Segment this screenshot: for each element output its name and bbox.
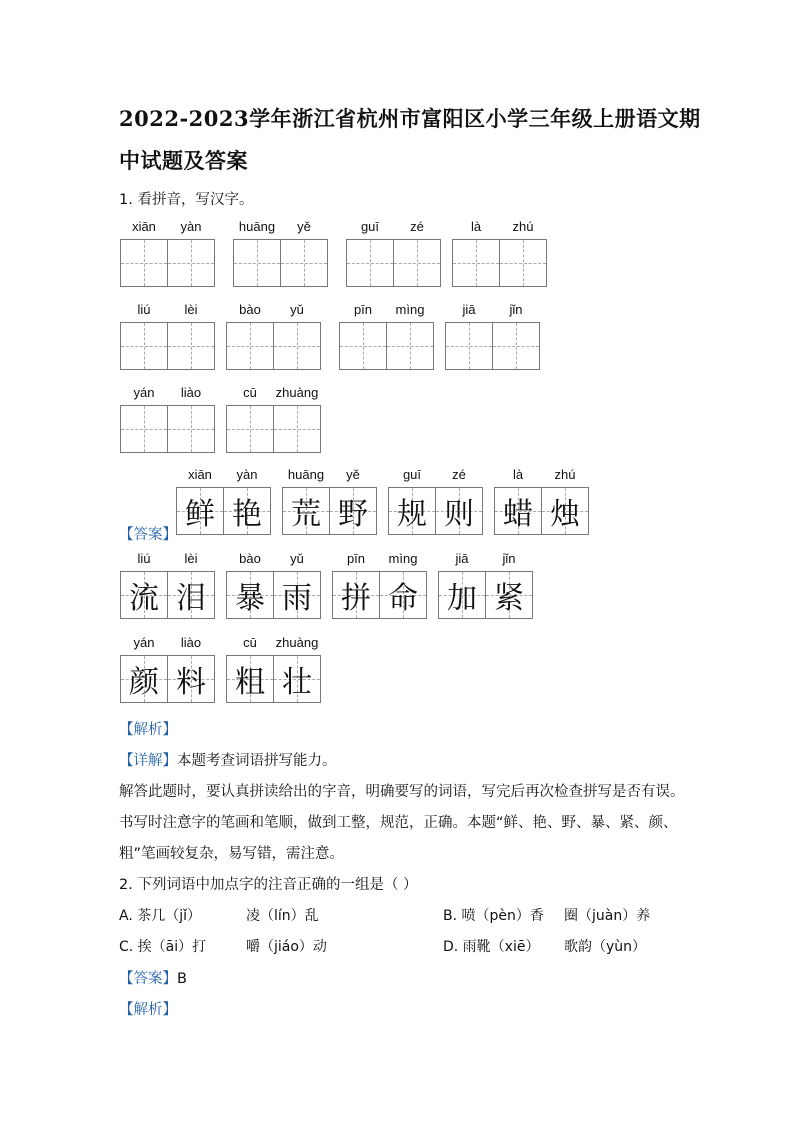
answer-character: 命 <box>388 581 418 616</box>
answer-cell <box>541 487 589 535</box>
answer-pinyin: huāng <box>287 467 325 482</box>
blank-grid <box>445 322 539 370</box>
answer-cell <box>176 487 224 535</box>
question-1-stem: 1. 看拼音，写汉字。 <box>119 192 254 208</box>
answer-grid <box>332 571 426 619</box>
blank-pinyin: yǔ <box>290 302 304 317</box>
blank-cell <box>120 239 168 287</box>
detail-text: 本题考查词语拼写能力。 <box>177 753 337 769</box>
option-b-word-1: B. 喷（pèn）香 <box>443 908 544 924</box>
answer-character: 则 <box>444 497 474 532</box>
analysis-paragraph-2: 书写时注意字的笔画和笔顺，做到工整，规范，正确。本题“鲜、艳、野、暴、紧、颜、 <box>119 815 678 831</box>
blank-pinyin: jǐn <box>509 302 523 317</box>
blank-grid <box>452 239 546 287</box>
analysis-tag: 【解析】 <box>119 722 177 738</box>
blank-pinyin: guī <box>360 219 380 234</box>
answer-grid <box>176 487 270 535</box>
blank-pinyin: mìng <box>395 302 425 317</box>
answer-character: 粗 <box>235 665 265 700</box>
answer-pinyin: liào <box>180 635 202 650</box>
answer-cell <box>167 571 215 619</box>
blank-grid <box>226 322 320 370</box>
answer-cell <box>435 487 483 535</box>
blank-cell <box>386 322 434 370</box>
blank-pinyin: zhú <box>512 219 534 234</box>
answer-character: 颜 <box>129 665 159 700</box>
answer-grid <box>438 571 532 619</box>
answer-pinyin: zé <box>452 467 466 482</box>
answer-cell <box>379 571 427 619</box>
answer-character: 蜡 <box>503 497 533 532</box>
answer-pinyin: jǐn <box>502 551 516 566</box>
answer-character: 暴 <box>235 581 265 616</box>
blank-cell <box>120 322 168 370</box>
answer-character: 泪 <box>176 581 206 616</box>
answer-grid <box>120 571 214 619</box>
blank-pinyin: lèi <box>184 302 198 317</box>
answer-cell <box>494 487 542 535</box>
blank-cell <box>346 239 394 287</box>
blank-grid <box>233 239 327 287</box>
blank-cell <box>273 322 321 370</box>
answer-character: 雨 <box>282 581 312 616</box>
option-c-word-1: C. 挨（āi）打 <box>119 939 207 955</box>
blank-cell <box>120 405 168 453</box>
answer-character: 加 <box>447 581 477 616</box>
answer-pinyin: cū <box>243 635 257 650</box>
answer-character: 野 <box>338 497 368 532</box>
answer-pinyin: liú <box>137 551 151 566</box>
blank-pinyin: xiān <box>132 219 156 234</box>
blank-cell <box>167 405 215 453</box>
answer-character: 流 <box>129 581 159 616</box>
question-2-stem: 2. 下列词语中加点字的注音正确的一组是（ ） <box>119 877 418 893</box>
blank-pinyin: jiā <box>462 302 476 317</box>
answer-character: 鲜 <box>185 497 215 532</box>
blank-pinyin: zhuàng <box>275 385 319 400</box>
blank-pinyin: cū <box>243 385 257 400</box>
answer-tag-2: 【答案】 <box>119 971 177 987</box>
option-a-word-1: A. 茶几（jǐ） <box>119 908 202 924</box>
answer-pinyin: guī <box>402 467 422 482</box>
analysis-paragraph-1: 解答此题时，要认真拼读给出的字音，明确要写的词语，写完后再次检查拼写是否有误。 <box>119 784 685 800</box>
answer-tag: 【答案】 <box>119 527 177 543</box>
blank-cell <box>167 239 215 287</box>
answer-character: 料 <box>176 665 206 700</box>
blank-pinyin: liú <box>137 302 151 317</box>
answer-grid <box>282 487 376 535</box>
blank-cell <box>393 239 441 287</box>
blank-cell <box>452 239 500 287</box>
blank-cell <box>280 239 328 287</box>
answer-character: 荒 <box>291 497 321 532</box>
answer-grid <box>120 655 214 703</box>
option-d-word-2: 歌韵（yùn） <box>564 939 647 955</box>
blank-cell <box>233 239 281 287</box>
blank-cell <box>492 322 540 370</box>
answer-cell <box>282 487 330 535</box>
option-a-word-2: 凌（lín）乱 <box>246 908 319 924</box>
blank-pinyin: liào <box>180 385 202 400</box>
blank-pinyin: yě <box>297 219 311 234</box>
blank-cell <box>499 239 547 287</box>
answer-cell <box>273 571 321 619</box>
blank-grid <box>120 322 214 370</box>
answer-cell <box>223 487 271 535</box>
answer-cell <box>226 571 274 619</box>
analysis-tag-2: 【解析】 <box>119 1002 177 1018</box>
answer-cell <box>273 655 321 703</box>
answer-grid <box>388 487 482 535</box>
answer-pinyin: yàn <box>236 467 258 482</box>
blank-grid <box>120 405 214 453</box>
blank-pinyin: yàn <box>180 219 202 234</box>
answer-pinyin: zhú <box>554 467 576 482</box>
answer-pinyin: lèi <box>184 551 198 566</box>
answer-value: B <box>177 971 187 987</box>
blank-pinyin: zé <box>410 219 424 234</box>
answer-pinyin: jiā <box>455 551 469 566</box>
detail-line <box>119 749 337 770</box>
option-b-word-2: 圈（juàn）养 <box>564 908 651 924</box>
answer-pinyin: mìng <box>388 551 418 566</box>
answer-character: 紧 <box>494 581 524 616</box>
answer-character: 艳 <box>232 497 262 532</box>
blank-cell <box>339 322 387 370</box>
blank-cell <box>167 322 215 370</box>
blank-pinyin: là <box>470 219 482 234</box>
answer-cell <box>388 487 436 535</box>
answer-pinyin: xiān <box>188 467 212 482</box>
answer-cell <box>120 655 168 703</box>
answer-cell <box>167 655 215 703</box>
answer-character: 烛 <box>550 497 580 532</box>
document-title-line-1: 2022-2023学年浙江省杭州市富阳区小学三年级上册语文期 <box>119 106 701 131</box>
answer-pinyin: yǔ <box>290 551 304 566</box>
blank-pinyin: yán <box>133 385 155 400</box>
blank-cell <box>445 322 493 370</box>
question-2-answer <box>119 967 187 988</box>
answer-grid <box>226 655 320 703</box>
blank-pinyin: bào <box>239 302 261 317</box>
blank-cell <box>226 405 274 453</box>
answer-grid <box>494 487 588 535</box>
answer-pinyin: pīn <box>346 551 366 566</box>
answer-pinyin: là <box>512 467 524 482</box>
blank-grid <box>339 322 433 370</box>
answer-character: 规 <box>397 497 427 532</box>
answer-pinyin: bào <box>239 551 261 566</box>
answer-character: 壮 <box>282 665 312 700</box>
blank-grid <box>226 405 320 453</box>
blank-cell <box>273 405 321 453</box>
detail-tag: 【详解】 <box>119 753 177 769</box>
blank-pinyin: pīn <box>353 302 373 317</box>
answer-pinyin: yě <box>346 467 360 482</box>
option-d-word-1: D. 雨靴（xiē） <box>443 939 540 955</box>
answer-cell <box>485 571 533 619</box>
blank-grid <box>120 239 214 287</box>
answer-cell <box>332 571 380 619</box>
answer-cell <box>438 571 486 619</box>
answer-cell <box>226 655 274 703</box>
answer-grid <box>226 571 320 619</box>
answer-cell <box>329 487 377 535</box>
blank-cell <box>226 322 274 370</box>
answer-character: 拼 <box>341 581 371 616</box>
answer-pinyin: yán <box>133 635 155 650</box>
answer-pinyin: zhuàng <box>275 635 319 650</box>
answer-cell <box>120 571 168 619</box>
option-c-word-2: 嚼（jiáo）动 <box>246 939 327 955</box>
document-title-line-2: 中试题及答案 <box>119 148 248 173</box>
analysis-paragraph-3: 粗”笔画较复杂，易写错，需注意。 <box>119 846 345 862</box>
blank-grid <box>346 239 440 287</box>
blank-pinyin: huāng <box>238 219 276 234</box>
